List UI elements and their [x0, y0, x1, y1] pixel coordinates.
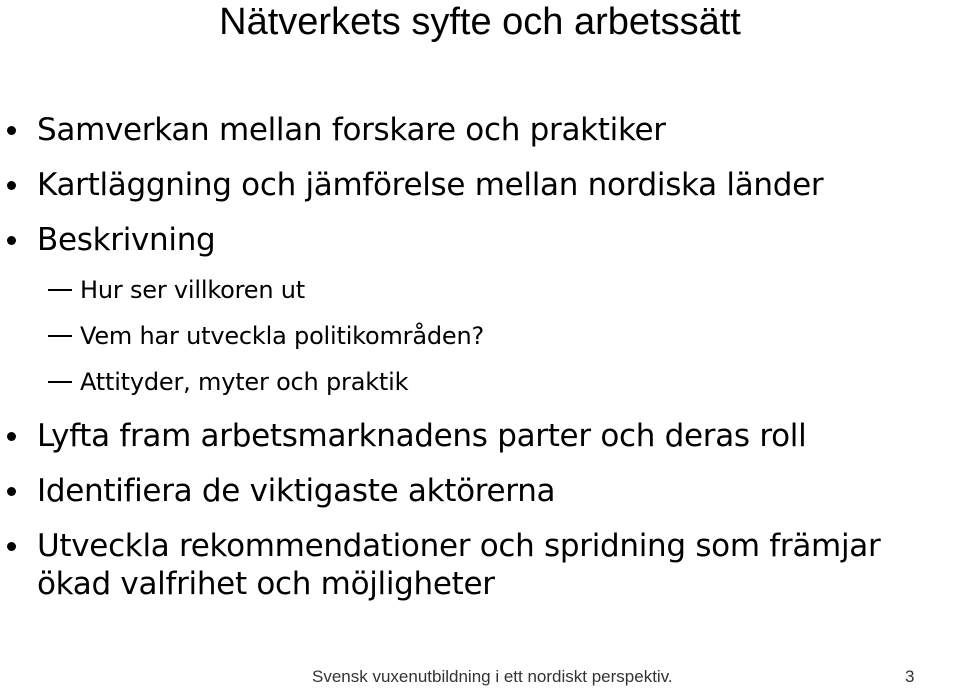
- bullet-text: Identifiera de viktigaste aktörerna: [37, 473, 556, 509]
- bullet-text: Kartläggning och jämförelse mellan nordiska länder: [37, 167, 824, 203]
- bullet-text-line: Utveckla rekommendationer och spridning som främjar: [37, 528, 881, 564]
- bullet-item: [37, 527, 880, 603]
- page-number: 3: [905, 667, 915, 686]
- bullet-item: [37, 166, 823, 204]
- bullet-dot-icon: [7, 236, 16, 245]
- bullet-dot-icon: [7, 181, 16, 190]
- sub-bullet-text: Hur ser villkoren ut: [80, 276, 306, 304]
- sub-bullet-item: [80, 275, 305, 305]
- bullet-item: [37, 472, 555, 510]
- bullet-item: [37, 111, 666, 149]
- slide-title: Nätverkets syfte och arbetssätt: [219, 1, 741, 43]
- bullet-dot-icon: [7, 432, 16, 441]
- bullet-dot-icon: [7, 126, 16, 135]
- bullet-dot-icon: [7, 487, 16, 496]
- sub-bullet-text: Vem har utveckla politikområden?: [80, 322, 484, 350]
- bullet-item: [37, 417, 806, 455]
- bullet-text: Lyfta fram arbetsmarknadens parter och deras roll: [37, 418, 807, 454]
- dash-icon: [48, 335, 72, 337]
- dash-icon: [48, 289, 72, 291]
- sub-bullet-item: [80, 321, 484, 351]
- bullet-text: Samverkan mellan forskare och praktiker: [37, 112, 666, 148]
- bullet-text-line: ökad valfrihet och möjligheter: [37, 566, 495, 602]
- bullet-text: Beskrivning: [37, 222, 216, 258]
- footer-text: Svensk vuxenutbildning i ett nordiskt perspektiv.: [312, 667, 673, 686]
- sub-bullet-text: Attityder, myter och praktik: [80, 368, 409, 396]
- bullet-dot-icon: [7, 542, 16, 551]
- dash-icon: [48, 381, 72, 383]
- sub-bullet-item: [80, 367, 408, 397]
- bullet-item: [37, 221, 215, 259]
